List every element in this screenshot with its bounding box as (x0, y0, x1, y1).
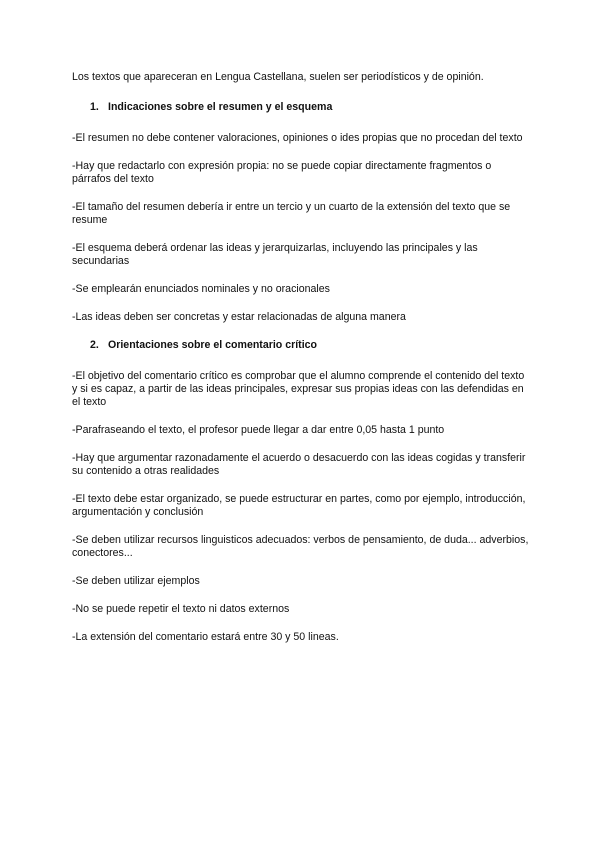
list-item: -Las ideas deben ser concretas y estar relacionadas de alguna manera (72, 311, 406, 323)
list-item: -El esquema deberá ordenar las ideas y jerarquizarlas, incluyendo las principales y las secundarias (72, 242, 478, 267)
section-heading-1 (72, 101, 532, 114)
section-number: 2. (90, 339, 99, 351)
list-item: -El resumen no debe contener valoraciones, opiniones o ides propias que no procedan del texto (72, 132, 523, 144)
list-item: -No se puede repetir el texto ni datos externos (72, 603, 290, 615)
list-item: -El tamaño del resumen debería ir entre un tercio y un cuarto de la extensión del texto que se resume (72, 201, 511, 226)
section-heading-2 (72, 339, 532, 352)
list-item: -Parafraseando el texto, el profesor puede llegar a dar entre 0,05 hasta 1 punto (72, 424, 445, 436)
section-number: 1. (90, 101, 99, 113)
section-title: Orientaciones sobre el comentario crítico (108, 339, 317, 351)
list-item: -Hay que redactarlo con expresión propia: no se puede copiar directamente fragmentos o párrafos del texto (72, 160, 492, 185)
intro-paragraph: Los textos que apareceran en Lengua Castellana, suelen ser periodísticos y de opinión. (72, 71, 484, 83)
list-item: -La extensión del comentario estará entre 30 y 50 lineas. (72, 631, 339, 643)
list-item: -Se deben utilizar ejemplos (72, 575, 200, 587)
list-item: -Se emplearán enunciados nominales y no oracionales (72, 283, 330, 295)
section-title: Indicaciones sobre el resumen y el esquema (108, 101, 333, 113)
list-item: -El texto debe estar organizado, se puede estructurar en partes, como por ejemplo, introducción, argumentación y conclusión (72, 493, 526, 518)
list-item: -El objetivo del comentario crítico es comprobar que el alumno comprende el contenido del texto y si es capaz, a partir de las ideas principales, expresar sus propias ideas con las defendidas en el texto (72, 370, 525, 408)
list-item: -Hay que argumentar razonadamente el acuerdo o desacuerdo con las ideas cogidas y transferir su contenido a otras realidades (72, 452, 526, 477)
document-content (72, 71, 532, 659)
list-item: -Se deben utilizar recursos linguisticos adecuados: verbos de pensamiento, de duda... adverbios, conectores... (72, 534, 529, 559)
